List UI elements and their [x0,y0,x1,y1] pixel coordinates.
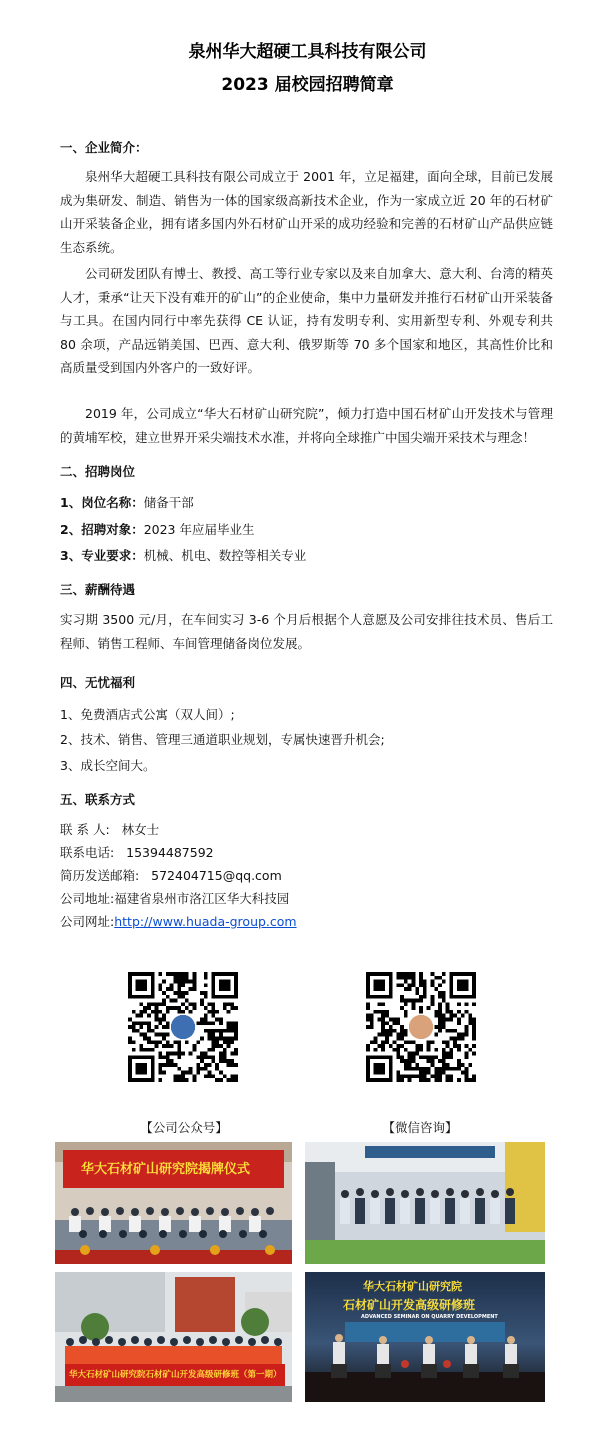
position-item-target [60,520,255,538]
wechat-consult-caption: 【微信咨询】 [382,1120,458,1135]
benefit-item-2: 2、技术、销售、管理三通道职业规划，专属快速晋升机会; [60,732,385,747]
website-link[interactable]: http://www.huada-group.com [114,914,297,929]
forum-banner-subtitle: ADVANCED SEMINAR ON QUARRY DEVELOPMENT [361,1314,498,1320]
contact-email [60,866,282,884]
benefits-heading: 四、无忧福利 [60,675,136,690]
public-account-caption: 【公司公众号】 [140,1120,228,1135]
forum-banner-line-1: 华大石材矿山研究院 [363,1280,462,1293]
contact-website [60,912,297,930]
wechat-consult-qr-code [366,972,476,1082]
benefit-item-3: 3、成长空间大。 [60,758,156,773]
position-item-name [60,493,194,511]
contact-person-label: 联 系 人: [60,822,110,837]
contact-heading: 五、联系方式 [60,792,136,807]
intro-paragraph-3: 2019 年，公司成立“华大石材矿山研究院”，倾力打造中国石材矿山开发技术与管理的黄埔军校，建立世界开采尖端技术水准，并将向全球推广中国尖端开采技术与理念！ [60,406,553,445]
contact-phone [60,843,214,861]
contact-address-label: 公司地址: [60,891,115,906]
major-value: 机械、机电、数控等相关专业 [143,548,307,563]
position-value: 储备干部 [143,495,194,510]
intro-paragraph-2: 公司研发团队有博士、教授、高工等行业专家以及来自加拿大、意大利、台湾的精英人才，秉承“让天下没有难开的矿山”的企业使命，集中力量研发并推行石材矿山开采装备与工具。在国内同行中率先获得 CE 认证，持有发明专利、实用新型专利、外观专利共 80 余项，产品远销美国、巴西、意大利、俄罗斯等 70 多个国家和地区，其高性价比和高质量受到国内外客户的一致好评。 [60,266,553,375]
contact-email-label: 简历发送邮箱: [60,868,140,883]
position-label: 1、岗位名称： [60,495,144,510]
intro-paragraph-1: 泉州华大超硬工具科技有限公司成立于 2001 年，立足福建，面向全球，目前已发展成为集研发、制造、销售为一体的国家级高新技术企业，作为一家成立近 20 年的石材矿山开采装备企业，拥有诸多国内外石材矿山开采的成功经验和完善的石材矿山产品供应链生态系统。 [60,169,553,255]
benefit-item-1: 1、免费酒店式公寓（双人间）; [60,707,235,722]
forum-banner-line-2: 石材矿山开发高级研修班 [343,1298,476,1312]
ceremony-banner-text: 华大石材矿山研究院揭牌仪式 [81,1162,251,1177]
company-title: 泉州华大超硬工具科技有限公司 [188,42,427,62]
exhibition-team-photo [305,1142,545,1264]
salary-heading: 三、薪酬待遇 [60,582,136,597]
contact-phone-value: 15394487592 [126,845,214,860]
salary-text: 实习期 3500 元/月，在车间实习 3-6 个月后根据个人意愿及公司安排往技术员、售后工程师、销售工程师、车间管理储备岗位发展。 [60,612,553,651]
forum-stage-photo [305,1272,545,1402]
position-item-major [60,546,306,564]
contact-email-value: 572404715@qq.com [151,868,282,883]
contact-person [60,820,159,838]
recruitment-title: 2023 届校园招聘简章 [221,75,394,95]
seminar-banner-text: 华大石材矿山研究院石材矿山开发高级研修班（第一期） [69,1370,282,1380]
contact-phone-label: 联系电话: [60,845,115,860]
seminar-outdoor-group-photo [55,1272,292,1402]
major-label: 3、专业要求： [60,548,144,563]
ceremony-group-photo [55,1142,292,1264]
contact-website-label: 公司网址: [60,914,115,929]
contact-person-value: 林女士 [121,822,160,837]
positions-heading: 二、招聘岗位 [60,464,136,479]
target-label: 2、招聘对象： [60,522,144,537]
contact-address [60,889,289,907]
contact-address-value: 福建省泉州市洛江区华大科技园 [114,891,290,906]
public-account-qr-code [128,972,238,1082]
intro-heading: 一、企业简介： [60,140,148,155]
target-value: 2023 年应届毕业生 [143,522,255,537]
